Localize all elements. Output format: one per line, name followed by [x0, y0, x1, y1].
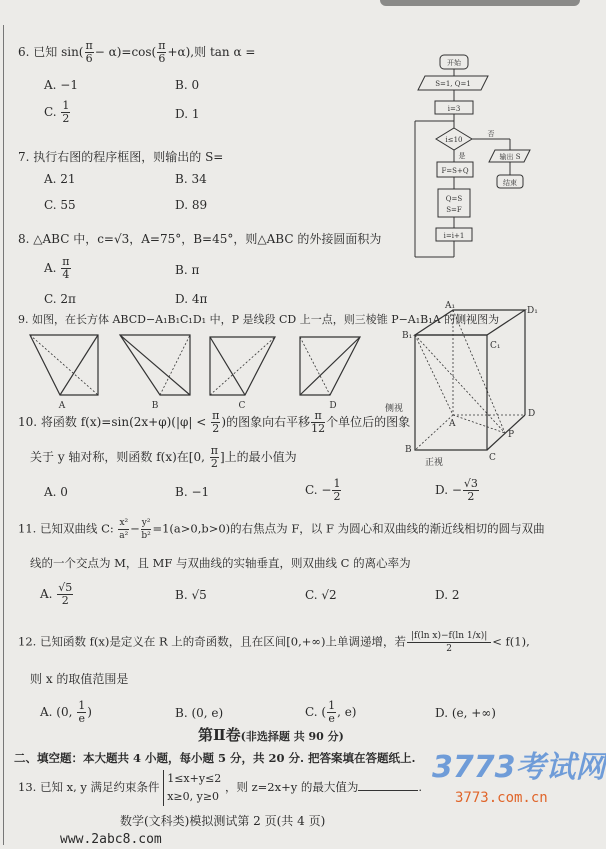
constraint-system: 1≤x+y≤2 x≥0, y≥0 [163, 770, 221, 806]
q11-option-a: A. $\frac{√5}{2}$ [40, 581, 73, 607]
q12-option-c: C. ( $\frac{1}{e}$ , e) [305, 699, 357, 725]
question-6-stem: 6. 已知 sin( $\frac{\pi}{6}$ − α)=cos( $\frac{\pi}{6}$ +α),则 tan α = [18, 39, 256, 65]
page-margin-line [3, 25, 4, 845]
flow-i3-label: i=3 [447, 105, 461, 113]
flow-yes-label: 是 [458, 152, 466, 160]
q10-option-d: D. − $\frac{√3}{2}$ [435, 477, 478, 503]
q9-figure-c [210, 337, 275, 395]
q9-figure-label-b: B [151, 401, 159, 411]
q11-option-b: B. √5 [175, 588, 207, 602]
q9-figure-label-c: C [238, 401, 246, 411]
flow-increment-label: i=i+1 [443, 232, 465, 240]
question-7-stem: 7. 执行右图的程序框图，则输出的 S= [18, 150, 224, 164]
q12-option-d: D. (e, +∞) [435, 706, 496, 720]
question-12-inequality: $\frac{\text{|f(ln x)−f(ln 1/x)|}}{2}$ [407, 630, 491, 655]
q11-option-c: C. √2 [305, 588, 337, 602]
q12-option-a: A. (0, $\frac{1}{e}$ ) [40, 699, 92, 725]
question-11-line2: 线的一个交点为 M，且 MF 与双曲线的实轴垂直，则双曲线 C 的离心率为 [30, 556, 411, 570]
side-view-label: 侧视 [385, 404, 404, 414]
q6-option-b: B. 0 [175, 78, 200, 92]
flow-output-label: 输出 S [499, 153, 521, 161]
flow-assign-q-label: Q=S [445, 195, 463, 203]
cube-label-p: P [508, 430, 515, 440]
q10-option-b: B. −1 [175, 485, 210, 499]
flow-no-label: 否 [487, 130, 495, 138]
q6-option-a: A. −1 [44, 78, 78, 92]
question-12-line2: 则 x 的取值范围是 [30, 672, 129, 686]
flow-assign-s-label: S=F [446, 206, 462, 214]
q9-option-figures [20, 325, 380, 415]
q8-option-b: B. π [175, 263, 200, 277]
question-8-stem: 8. △ABC 中，c=√3，A=75°，B=45°，则△ABC 的外接圆面积为 [18, 232, 382, 246]
page-footer: 数学(文科类)模拟测试第 2 页(共 4 页) [120, 814, 326, 828]
q7-option-b: B. 34 [175, 172, 207, 186]
question-10-stem: 10. 将函数 f(x)=sin(2x+φ)(|φ| < $\frac{\pi}{2}$ )的图象向右平移 $\frac{\pi}{12}$ 个单位后的图象 [18, 409, 411, 435]
q9-figure-label-d: D [329, 401, 337, 411]
q8-option-d: D. 4π [175, 292, 208, 306]
q7-option-a: A. 21 [44, 172, 76, 186]
question-13-stem: 13. 已知 x, y 满足约束条件 1≤x+y≤2 x≥0, y≥0 ，则 z=2x+y 的最大值为 . [18, 770, 422, 806]
section-2-title: 第Ⅱ卷(非选择题 共 90 分) [198, 726, 344, 744]
cube-label-b1: B₁ [402, 331, 413, 341]
flow-init-label: S=1, Q=1 [435, 80, 471, 88]
q7-option-c: C. 55 [44, 198, 76, 212]
q9-figure-label-a: A [58, 401, 66, 411]
page-edge-shadow [380, 0, 580, 6]
flow-start-label: 开始 [447, 59, 461, 67]
q9-figure-d [300, 337, 360, 395]
cube-label-d: D [528, 409, 536, 419]
flow-condition-label: i≤10 [445, 136, 463, 144]
cube-label-c: C [489, 453, 496, 463]
q12-option-b: B. (0, e) [175, 706, 224, 720]
program-flowchart [405, 50, 545, 300]
logo-watermark: 3773考试网 [432, 750, 606, 785]
q6-option-d: D. 1 [175, 107, 200, 121]
cube-label-a: A [449, 419, 456, 429]
q7-option-d: D. 89 [175, 198, 208, 212]
cube-label-c1: C₁ [490, 341, 501, 351]
cube-label-b: B [405, 445, 412, 455]
site-watermark: www.2abc8.com [60, 832, 162, 847]
flow-end-label: 结束 [503, 179, 517, 187]
q11-option-d: D. 2 [435, 588, 460, 602]
question-11-stem: 11. 已知双曲线 C: $\frac{\text{x²}}{\text{a²}}$ − $\frac{\text{y²}}{\text{b²}}$ =1(a>0,b>0)的右焦点为 F，以 F 为圆心和双曲线的渐近线相切的圆与双曲 [18, 518, 545, 541]
cube-label-a1: A₁ [445, 301, 456, 311]
question-10-line2: 关于 y 轴对称，则函数 f(x)在[0, $\frac{\pi}{2}$ ]上的最小值为 [30, 444, 297, 470]
url-watermark: 3773.com.cn [455, 790, 548, 806]
q9-figure-a [30, 335, 98, 395]
q10-option-a: A. 0 [44, 485, 68, 499]
cube-label-d1: D₁ [527, 306, 538, 316]
q8-option-c: C. 2π [44, 292, 76, 306]
front-view-label: 正视 [425, 458, 444, 468]
fill-in-section-instructions: 二、填空题：本大题共 4 小题，每小题 5 分，共 20 分. 把答案填在答题纸上. [14, 751, 416, 765]
q10-option-c: C. − $\frac{1}{2}$ [305, 477, 341, 503]
q6-option-c: C. $\frac{1}{2}$ [44, 99, 70, 125]
question-12-stem: 12. 已知函数 f(x)是定义在 R 上的奇函数，且在区间[0,+∞)上单调递增，若 $\frac{\text{|f(ln x)−f(ln 1/x)|}}{2}$ < f(1), [18, 631, 530, 654]
q9-figure-b [120, 335, 190, 395]
question-9-stem: 9. 如图，在长方体 ABCD−A₁B₁C₁D₁ 中，P 是线段 CD 上一点，则三棱锥 P−A₁B₁A 的侧视图为 [18, 313, 500, 326]
flow-sum-label: F=S+Q [441, 167, 469, 175]
q8-option-a: A. $\frac{\pi}{4}$ [44, 255, 70, 281]
answer-blank [358, 790, 418, 791]
